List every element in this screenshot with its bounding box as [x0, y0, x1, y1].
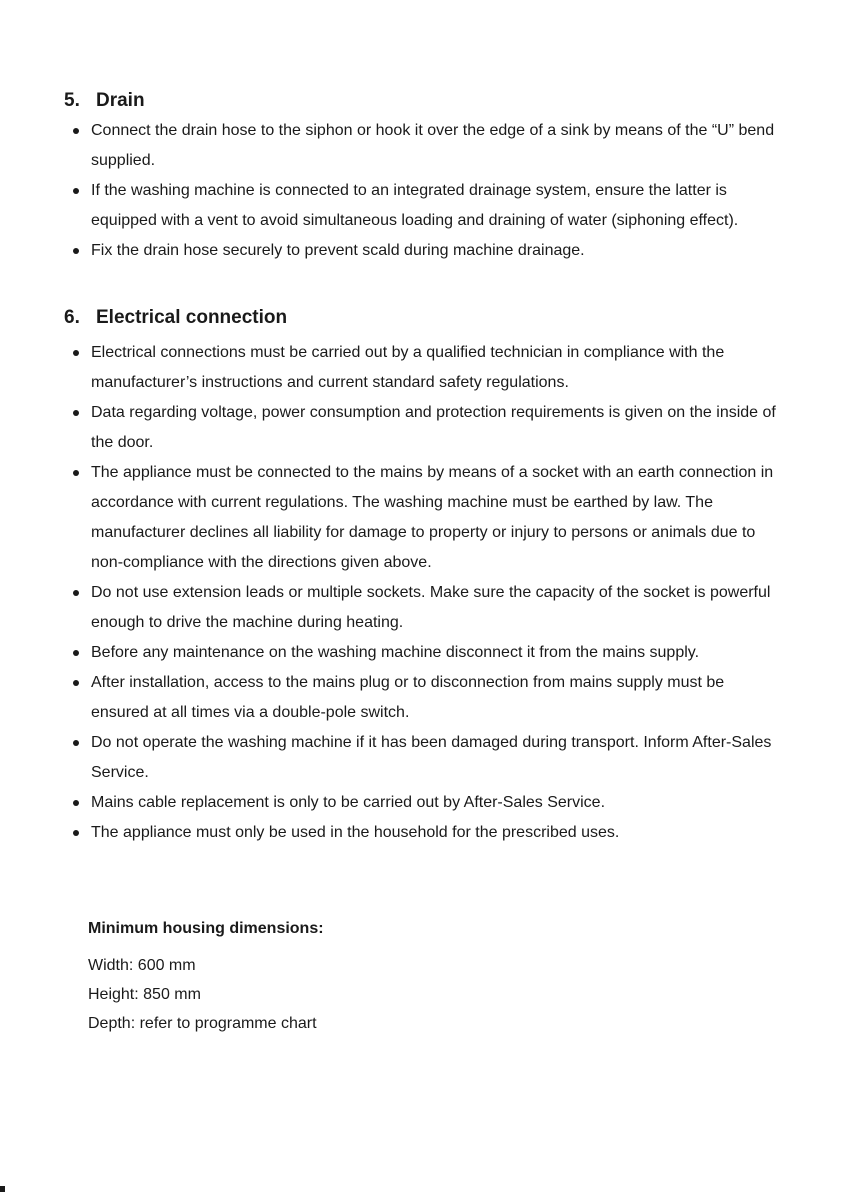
electrical-instructions-list	[0, 338, 781, 848]
list-item: Electrical connections must be carried out by a qualified technician in compliance with the manufacturer’s instructions and current standard safety regulations.	[0, 338, 781, 398]
section-number: 5.	[64, 90, 80, 111]
housing-dimensions-title: Minimum housing dimensions:	[88, 920, 324, 937]
drain-instructions-list	[0, 116, 781, 266]
dimension-depth: Depth: refer to programme chart	[88, 1015, 317, 1032]
housing-dimensions-block	[88, 916, 324, 1038]
list-item: Connect the drain hose to the siphon or hook it over the edge of a sink by means of the “U” bend supplied.	[0, 116, 781, 176]
list-item: The appliance must only be used in the household for the prescribed uses.	[0, 818, 781, 848]
list-item: Before any maintenance on the washing machine disconnect it from the mains supply.	[0, 638, 781, 668]
section-title: Electrical connection	[96, 307, 288, 328]
list-item: Do not operate the washing machine if it has been damaged during transport. Inform After-Sales Service.	[0, 728, 781, 788]
dimension-height: Height: 850 mm	[88, 986, 201, 1003]
list-item: If the washing machine is connected to an integrated drainage system, ensure the latter is equipped with a vent to avoid simultaneous loading and draining of water (siphoning effect).	[0, 176, 781, 236]
section-heading-electrical-connection	[64, 307, 287, 329]
page-edge-mark	[0, 1186, 5, 1192]
section-title: Drain	[96, 90, 145, 111]
list-item: Do not use extension leads or multiple sockets. Make sure the capacity of the socket is powerful enough to drive the machine during heating.	[0, 578, 781, 638]
section-heading-drain	[64, 90, 145, 112]
dimension-width: Width: 600 mm	[88, 957, 196, 974]
list-item: Data regarding voltage, power consumption and protection requirements is given on the inside of the door.	[0, 398, 781, 458]
list-item: After installation, access to the mains plug or to disconnection from mains supply must be ensured at all times via a double-pole switch.	[0, 668, 781, 728]
list-item: The appliance must be connected to the mains by means of a socket with an earth connection in accordance with current regulations. The washing machine must be earthed by law. The manufacturer declines all liability for damage to property or injury to persons or animals due to non-compliance with the directions given above.	[0, 458, 781, 578]
list-item: Fix the drain hose securely to prevent scald during machine drainage.	[0, 236, 781, 266]
list-item: Mains cable replacement is only to be carried out by After-Sales Service.	[0, 788, 781, 818]
section-number: 6.	[64, 307, 80, 328]
